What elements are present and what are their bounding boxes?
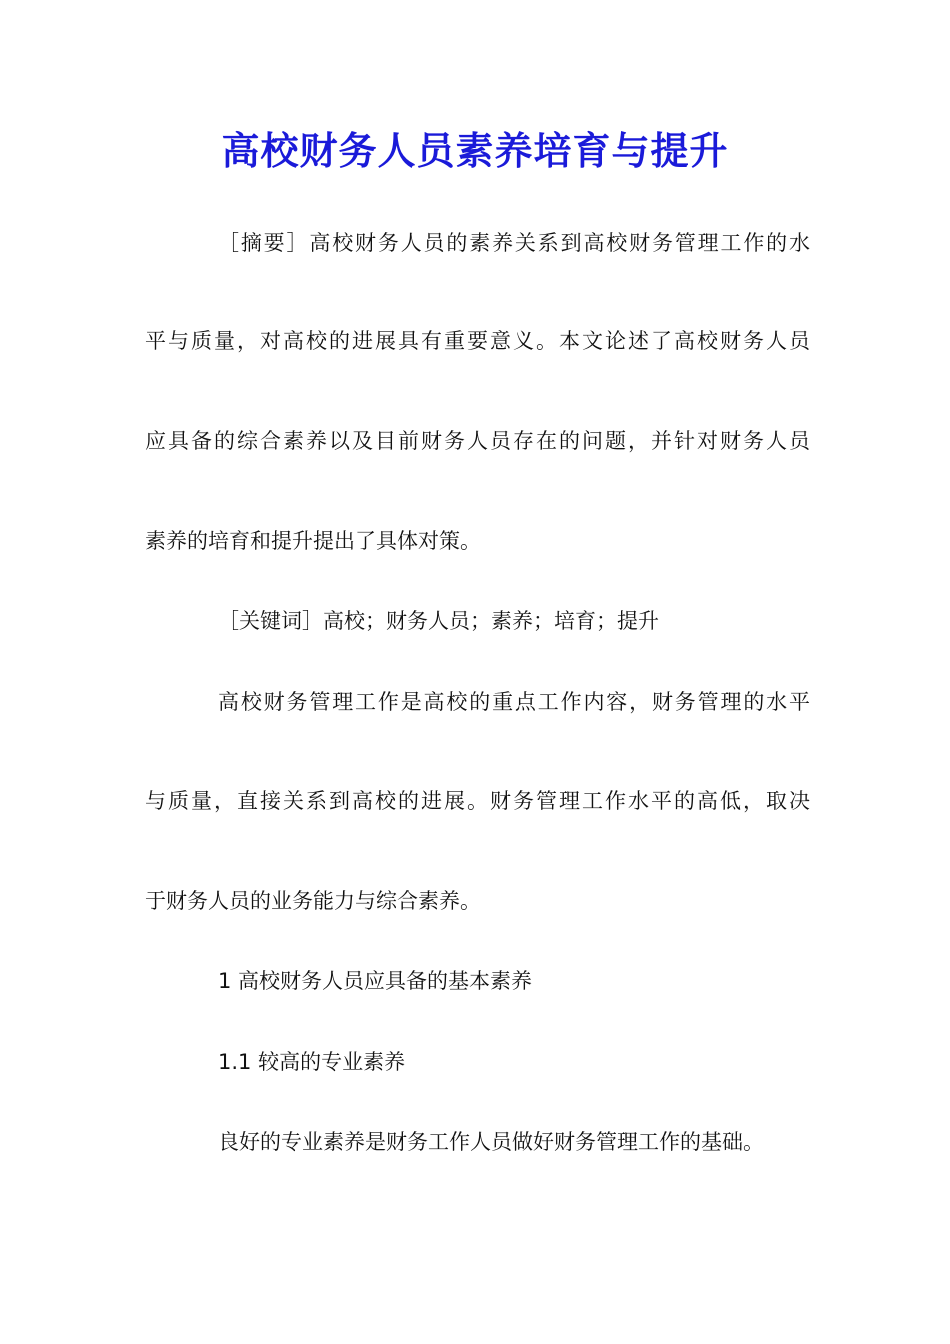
body-line-4: 良好的专业素养是财务工作人员做好财务管理工作的基础。 (218, 1130, 764, 1154)
abstract-line-4: 素养的培育和提升提出了具体对策。 (145, 529, 481, 553)
abstract-line-1: ［摘要］高校财务人员的素养关系到高校财务管理工作的水 (218, 231, 810, 255)
document-title: 高校财务人员素养培育与提升 (221, 128, 729, 173)
keywords-line: ［关键词］高校；财务人员；素养；培育；提升 (218, 609, 659, 633)
body-line-1: 高校财务管理工作是高校的重点工作内容，财务管理的水平 (218, 690, 810, 714)
section-heading-1: 1 高校财务人员应具备的基本素养 (218, 969, 533, 993)
body-line-3: 于财务人员的业务能力与综合素养。 (145, 889, 481, 913)
abstract-line-2: 平与质量，对高校的进展具有重要意义。本文论述了高校财务人员 (145, 329, 810, 353)
subsection-heading-1-1: 1.1 较高的专业素养 (218, 1050, 406, 1074)
body-line-2: 与质量，直接关系到高校的进展。财务管理工作水平的高低，取决 (145, 789, 810, 813)
abstract-line-3: 应具备的综合素养以及目前财务人员存在的问题，并针对财务人员 (145, 429, 810, 453)
